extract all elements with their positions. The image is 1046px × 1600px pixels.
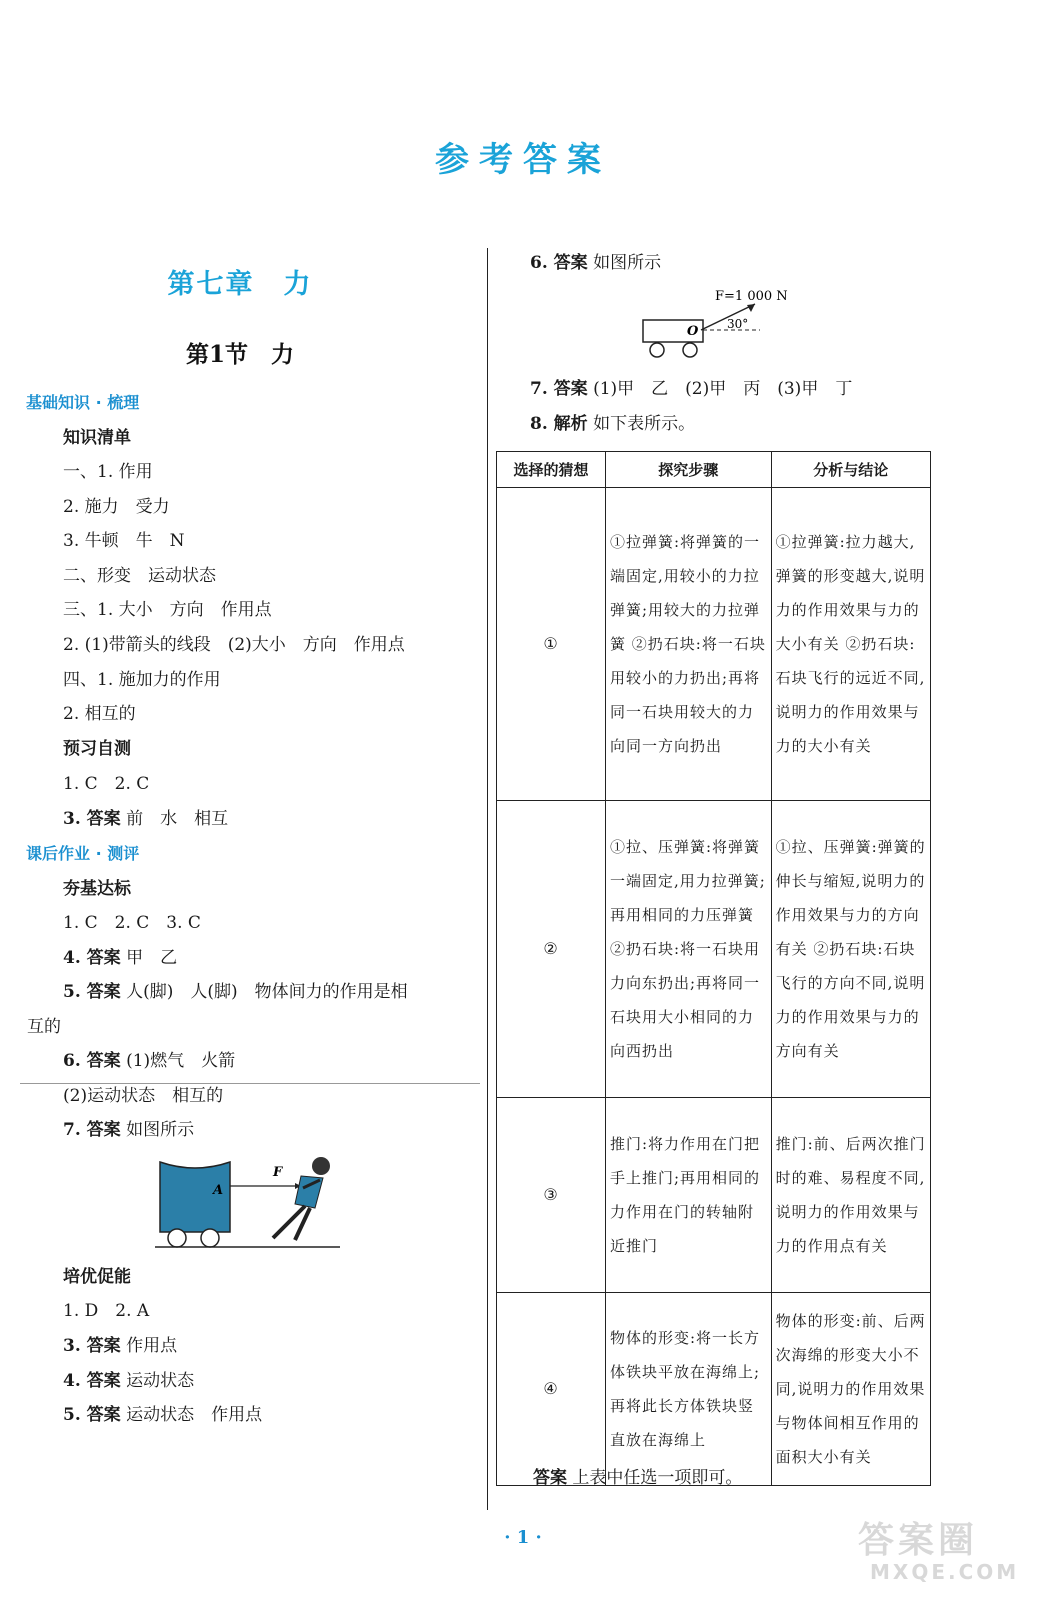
angle-label: 30° bbox=[727, 317, 749, 331]
cart-wheel-left bbox=[168, 1229, 186, 1247]
knowledge-line-5: 三、1. 大小 方向 作用点 bbox=[63, 600, 272, 620]
foundation-heading: 夯基达标 bbox=[63, 879, 131, 899]
table-header: 探究步骤 bbox=[606, 452, 772, 488]
table-row bbox=[497, 1098, 931, 1293]
table-cell-steps: ①拉弹簧:将弹簧的一端固定,用较小的力拉弹簧;用较大的力拉弹簧 ②扔石块:将一石块用较小的力扔出;再将同一石块用较大的力向同一方向扔出 bbox=[606, 488, 772, 801]
cart-pull-figure bbox=[155, 1150, 345, 1255]
preview-answer-1: 1. C 2. C bbox=[63, 774, 150, 794]
homework-answer-7: 7. 答案 如图所示 bbox=[63, 1120, 195, 1140]
table-cell-conclusion: 推门:前、后两次推门时的难、易程度不同,说明力的作用效果与力的作用点有关 bbox=[771, 1098, 930, 1293]
table-cell-guess: ① bbox=[497, 488, 606, 801]
force-value-label: F=1 000 N bbox=[715, 289, 788, 304]
cart-wheel-right bbox=[201, 1229, 219, 1247]
preview-test-heading: 预习自测 bbox=[63, 739, 131, 759]
knowledge-line-2: 2. 施力 受力 bbox=[63, 497, 170, 517]
table-header: 分析与结论 bbox=[771, 452, 930, 488]
table-header-row bbox=[497, 452, 931, 488]
table-header: 选择的猜想 bbox=[497, 452, 606, 488]
experiment-table bbox=[496, 451, 931, 1486]
homework-answer-1: 1. C 2. C 3. C bbox=[63, 913, 201, 933]
table-cell-guess: ④ bbox=[497, 1293, 606, 1486]
column-divider bbox=[487, 248, 488, 1510]
table-cell-steps: 物体的形变:将一长方体铁块平放在海绵上;再将此长方体铁块竖直放在海绵上 bbox=[606, 1293, 772, 1486]
homework-answer-5-cont: 互的 bbox=[27, 1017, 61, 1037]
knowledge-line-3: 3. 牛顿 牛 N bbox=[63, 531, 185, 551]
table-row bbox=[497, 1293, 931, 1486]
table-cell-steps: 推门:将力作用在门把手上推门;再用相同的力作用在门的转轴附近推门 bbox=[606, 1098, 772, 1293]
right-answer-8: 8. 解析 如下表所示。 bbox=[530, 414, 696, 434]
page-title: 参考答案 bbox=[435, 140, 611, 180]
preview-answer-3: 3. 答案 前 水 相互 bbox=[63, 809, 229, 829]
force-diagram-figure bbox=[635, 282, 795, 362]
basic-knowledge-heading: 基础知识 · 梳理 bbox=[26, 393, 140, 412]
scan-line bbox=[20, 1083, 480, 1084]
watermark-url: MXQE.COM bbox=[870, 1560, 1020, 1584]
table-cell-conclusion: ①拉弹簧:拉力越大,弹簧的形变越大,说明力的作用效果与力的大小有关 ②扔石块:石块飞行的远近不同,说明力的作用效果与力的大小有关 bbox=[771, 488, 930, 801]
homework-answer-6: 6. 答案 (1)燃气 火箭 bbox=[63, 1051, 236, 1071]
knowledge-line-4: 二、形变 运动状态 bbox=[63, 566, 216, 586]
table-cell-conclusion: ①拉、压弹簧:弹簧的伸长与缩短,说明力的作用效果与力的方向有关 ②扔石块:石块飞行的方向不同,说明力的作用效果与力的方向有关 bbox=[771, 801, 930, 1098]
advanced-answer-5: 5. 答案 运动状态 作用点 bbox=[63, 1405, 263, 1425]
homework-answer-4: 4. 答案 甲 乙 bbox=[63, 948, 178, 968]
chapter-title: 第七章 力 bbox=[167, 269, 313, 300]
table-row bbox=[497, 488, 931, 801]
table-cell-guess: ③ bbox=[497, 1098, 606, 1293]
homework-answer-6b: (2)运动状态 相互的 bbox=[63, 1086, 224, 1106]
section-title: 第1节 力 bbox=[185, 341, 294, 368]
point-label: A bbox=[213, 1183, 224, 1198]
table-row bbox=[497, 801, 931, 1098]
right-answer-6: 6. 答案 如图所示 bbox=[530, 253, 662, 273]
homework-answer-5: 5. 答案 人(脚) 人(脚) 物体间力的作用是相 bbox=[63, 982, 408, 1002]
page-number: · 1 · bbox=[504, 1527, 542, 1548]
knowledge-line-1: 一、1. 作用 bbox=[63, 462, 153, 482]
knowledge-line-7: 四、1. 施加力的作用 bbox=[63, 670, 221, 690]
homework-heading: 课后作业 · 测评 bbox=[26, 844, 140, 863]
knowledge-line-6: 2. (1)带箭头的线段 (2)大小 方向 作用点 bbox=[63, 635, 405, 655]
final-answer: 答案 上表中任选一项即可。 bbox=[533, 1468, 743, 1488]
advanced-answer-3: 3. 答案 作用点 bbox=[63, 1336, 178, 1356]
box-wheel-right bbox=[683, 343, 697, 357]
box-wheel-left bbox=[650, 343, 664, 357]
person-head bbox=[312, 1157, 330, 1175]
advanced-answer-4: 4. 答案 运动状态 bbox=[63, 1371, 195, 1391]
knowledge-line-8: 2. 相互的 bbox=[63, 704, 136, 724]
knowledge-list-heading: 知识清单 bbox=[63, 428, 131, 448]
origin-label: O bbox=[687, 324, 699, 339]
advanced-heading: 培优促能 bbox=[63, 1267, 131, 1287]
watermark-logo: 答案圈 bbox=[858, 1520, 979, 1561]
table-cell-conclusion: 物体的形变:前、后两次海绵的形变大小不同,说明力的作用效果与物体间相互作用的面积大小有关 bbox=[771, 1293, 930, 1486]
table-cell-guess: ② bbox=[497, 801, 606, 1098]
force-label: F bbox=[273, 1165, 283, 1180]
right-answer-7: 7. 答案 (1)甲 乙 (2)甲 丙 (3)甲 丁 bbox=[530, 379, 853, 399]
table-cell-steps: ①拉、压弹簧:将弹簧一端固定,用力拉弹簧;再用相同的力压弹簧 ②扔石块:将一石块用力向东扔出;再将同一石块用大小相同的力向西扔出 bbox=[606, 801, 772, 1098]
advanced-answer-1: 1. D 2. A bbox=[63, 1301, 150, 1321]
